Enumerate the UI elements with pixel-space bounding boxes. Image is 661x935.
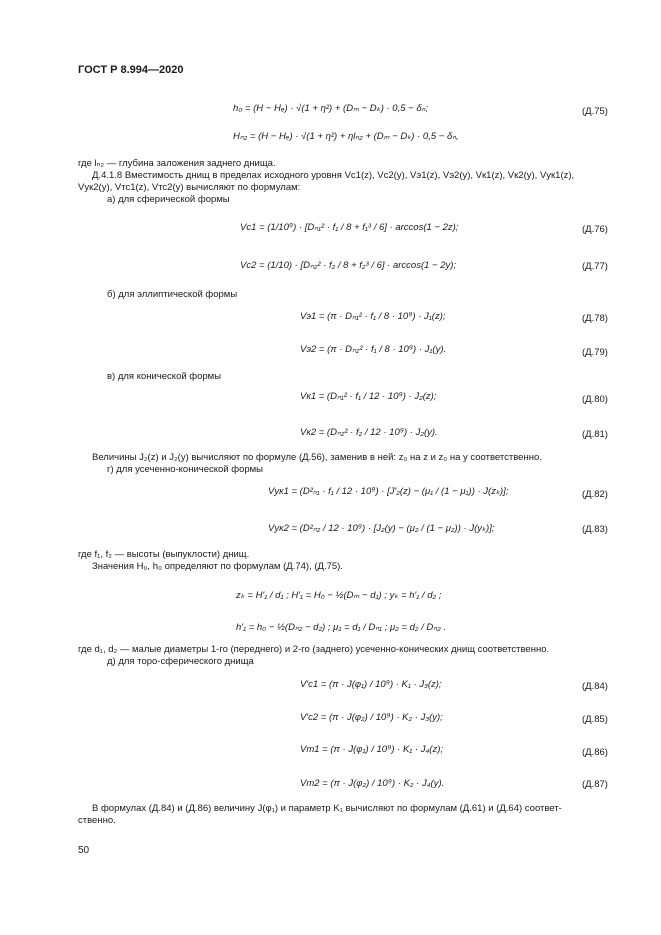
formula-d81: Vк2 = (Dₙ₂² · f₂ / 12 · 10⁹) · J₂(y). [300, 427, 438, 438]
formula-d84: V′с1 = (π · J(φ₁) / 10⁹) · K₁ · J₃(z); [300, 679, 442, 690]
formula-number: (Д.83) [582, 524, 608, 535]
text-line: Значения H₀, h₀ определяют по формулам (Д.74), (Д.75). [92, 561, 343, 572]
formula-number: (Д.79) [582, 347, 608, 358]
text-line: г) для усеченно-конической формы [107, 464, 263, 475]
text-line: ственно. [78, 815, 116, 826]
formula-d82: Vук1 = (D²ₙ₁ · f₁ / 12 · 10⁹) · [J′₂(z) − (μ₁ / (1 − μ₁)) · J(zₖ)]; [268, 486, 509, 497]
text-line: В формулах (Д.84) и (Д.86) величину J(φ₁) и параметр K₁ вычисляют по формулам (Д.61) и (Д.64) соответ- [92, 803, 562, 814]
text-line: Vук2(y), Vтс1(z), Vтс2(y) вычисляют по формулам: [78, 182, 301, 193]
text-line: Величины J₂(z) и J₂(y) вычисляют по формуле (Д.56), заменив в ней: z₀ на z и z₀ на y соответственно. [92, 452, 542, 463]
formula-aux1: zₖ = H′₁ / d₁ ; H′₁ = H₀ − ½(Dₘ − d₁) ; yₖ = h′₁ / d₂ ; [236, 590, 442, 601]
text-line: б) для эллиптической формы [107, 289, 238, 300]
formula-d85: V′с2 = (π · J(φ₂) / 10⁹) · K₂ · J₃(y); [300, 712, 443, 723]
page-header: ГОСТ Р 8.994—2020 [78, 64, 184, 76]
formula-number: (Д.87) [582, 779, 608, 790]
formula-number: (Д.82) [582, 489, 608, 500]
formula-d76: Vс1 = (1/10⁹) · [Dₙ₁² · f₁ / 8 + f₁³ / 6] · arccos(1 − 2z); [240, 222, 459, 233]
formula-d80: Vк1 = (Dₙ₁² · f₁ / 12 · 10⁹) · J₂(z); [300, 391, 437, 402]
formula-hn2: Hₙ₂ = (H − Hₑ) · √(1 + η²) + ηlₙ₂ + (Dₘ − Dₖ) · 0,5 − δₙ, [233, 131, 459, 142]
formula-number: (Д.84) [582, 681, 608, 692]
page-number: 50 [78, 845, 90, 856]
formula-d79: Vэ2 = (π · Dₙ₂² · f₁ / 8 · 10⁹) · J₁(y). [300, 344, 447, 355]
formula-number: (Д.80) [582, 394, 608, 405]
formula-d87: Vт2 = (π · J(φ₂) / 10⁹) · K₂ · J₄(y). [300, 778, 445, 789]
formula-number: (Д.86) [582, 747, 608, 758]
text-line: где lₙ₂ — глубина заложения заднего днища. [78, 158, 276, 169]
formula-number: (Д.77) [582, 261, 608, 272]
formula-aux2: h′₁ = h₀ − ½(Dₙ₂ − d₂) ; μ₁ = d₁ / Dₙ₁ ; μ₂ = d₂ / Dₙ₂ . [236, 622, 446, 633]
formula-d86: Vт1 = (π · J(φ₁) / 10⁹) · K₁ · J₄(z); [300, 744, 443, 755]
formula-number: (Д.75) [582, 106, 608, 117]
formula-d83: Vук2 = (D²ₙ₂ / 12 · 10⁹) · [J₂(y) − (μ₂ / (1 − μ₂)) · J(yₖ)]; [268, 523, 495, 534]
text-line: в) для конической формы [107, 371, 222, 382]
formula-d78: Vэ1 = (π · Dₙ₁² · f₁ / 8 · 10⁹) · J₁(z); [300, 311, 446, 322]
formula-h0: h₀ = (H − Hₑ) · √(1 + η²) + (Dₘ − Dₖ) · 0,5 − δₙ; [233, 103, 429, 114]
formula-d77: Vс2 = (1/10) · [Dₙ₂² · f₂ / 8 + f₂³ / 6] · arccos(1 − 2y); [240, 260, 457, 271]
text-line: д) для торо-сферического днища [107, 656, 254, 667]
formula-number: (Д.78) [582, 313, 608, 324]
text-line: где d₁, d₂ — малые диаметры 1-го (переднего) и 2-го (заднего) усеченно-конических днищ соответственно. [78, 644, 550, 655]
formula-number: (Д.76) [582, 224, 608, 235]
text-line: а) для сферической формы [107, 194, 230, 205]
text-line: Д.4.1.8 Вместимость днищ в пределах исходного уровня Vс1(z), Vс2(y), Vэ1(z), Vэ2(y), Vк1(z), Vк2(y), Vук1(z), [92, 170, 575, 181]
text-line: где f₁, f₂ — высоты (выпуклости) днищ. [78, 549, 250, 560]
formula-number: (Д.81) [582, 429, 608, 440]
formula-number: (Д.85) [582, 714, 608, 725]
